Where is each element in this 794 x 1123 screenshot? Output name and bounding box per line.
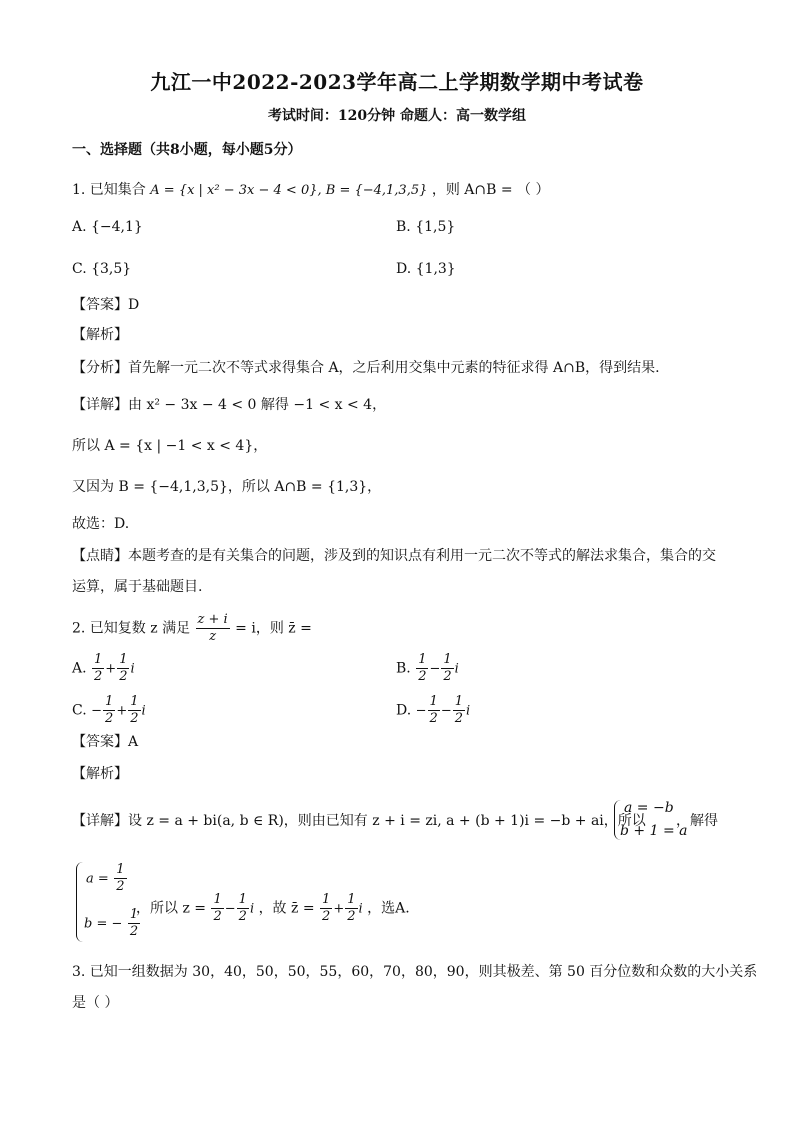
q2-system2-a-label: a = — [86, 871, 109, 887]
q2-jiede: ，解得 — [676, 813, 718, 829]
q2-fraction-numerator: z + i — [197, 612, 228, 627]
q1-dianjing-line1: 【点睛】本题考查的是有关集合的问题，涉及到的知识点有利用一元二次不等式的解法求集合，集合的交 — [72, 548, 716, 564]
q2-xiangjie: 【详解】设 z = a + bi(a, b ∈ R)，则由已知有 z + i = zi, a + (b + 1)i = −b + ai，所以 — [72, 813, 646, 829]
q2-option-b: B. $\frac{1}{2}$ − $\frac{1}{2}$ i — [396, 652, 459, 684]
q1-option-a: A. {−4,1} — [72, 219, 143, 235]
q2-stem-fraction — [196, 612, 230, 645]
q2-system1-line2: b + 1 = a — [620, 823, 688, 839]
q1-stem-suffix: ，则 A∩B = （ ） — [431, 182, 550, 198]
q2-analysis-label: 【解析】 — [72, 766, 128, 782]
q2-option-a-label: A. — [72, 660, 87, 677]
q2-conclusion: ，所以 z = $\frac{1}{2}$ − $\frac{1}{2}$ i ，故 z̄ = $\frac{1}{2}$ + $\frac{1}{2}$ i ，选A. — [136, 892, 410, 924]
q1-step2: 所以 A = {x | −1 < x < 4}， — [72, 438, 268, 454]
q2-option-d-label: D. — [396, 702, 412, 719]
q3-stem-line2: 是（ ） — [72, 995, 119, 1011]
q1-analysis-label: 【解析】 — [72, 327, 128, 343]
q1-option-b: B. {1,5} — [396, 219, 456, 235]
q2-option-a: A. $\frac{1}{2}$ + $\frac{1}{2}$ i — [72, 652, 135, 684]
q1-dianjing-line2: 运算，属于基础题目. — [72, 579, 203, 595]
q2-option-b-label: B. — [396, 660, 411, 677]
exam-title: 九江一中2022-2023学年高二上学期数学期中考试卷 — [150, 70, 644, 94]
exam-subtitle: 考试时间：120分钟 命题人：高一数学组 — [267, 108, 527, 124]
q2-system2-b: b = − $\frac{1}{2}$ — [84, 907, 139, 939]
q1-step4: 故选：D. — [72, 516, 130, 532]
q2-system2-brace — [76, 862, 83, 942]
q2-fraction-denominator: z — [209, 629, 217, 644]
q2-stem-prefix: 2. 已知复数 z 满足 — [72, 620, 191, 637]
q2-option-d: D. − $\frac{1}{2}$ − $\frac{1}{2}$ i — [396, 694, 471, 726]
q2-conclusion-zbar: ，故 z̄ = — [258, 900, 315, 917]
q1-option-d: D. {1,3} — [396, 261, 456, 277]
q2-stem-suffix: = i，则 z̄ = — [235, 620, 312, 637]
q2-system2-b-label: b = − — [84, 916, 123, 932]
q1-fenxi: 【分析】首先解一元二次不等式求得集合 A，之后利用交集中元素的特征求得 A∩B，得到结果. — [72, 360, 660, 376]
q2-option-c-label: C. — [72, 702, 87, 719]
q1-xiangjie: 【详解】由 x² − 3x − 4 < 0 解得 −1 < x < 4， — [72, 397, 387, 413]
q3-stem-line1: 3. 已知一组数据为 30，40，50，50，55，60，70，80，90，则其极差、第 50 百分位数和众数的大小关系 — [72, 964, 758, 980]
q1-option-c: C. {3,5} — [72, 261, 132, 277]
q1-stem-prefix: 1. 已知集合 — [72, 182, 146, 198]
q1-stem — [72, 180, 550, 201]
section-heading: 一、选择题（共8小题，每小题5分） — [72, 142, 302, 158]
q2-conclusion-z: ，所以 z = — [136, 900, 207, 917]
q1-stem-math: A = {x | x² − 3x − 4 < 0}, B = {−4,1,3,5} — [150, 183, 428, 198]
q1-step3: 又因为 B = {−4,1,3,5}，所以 A∩B = {1,3}， — [72, 479, 382, 495]
q2-conclusion-end: ，选A. — [367, 900, 410, 917]
q2-answer: 【答案】A — [72, 734, 139, 750]
q2-system2-a: a = $\frac{1}{2}$ — [86, 862, 125, 894]
q2-system1-line1: a = −b — [624, 800, 674, 816]
q1-answer: 【答案】D — [72, 297, 140, 313]
q2-stem — [72, 612, 312, 645]
q2-option-c: C. − $\frac{1}{2}$ + $\frac{1}{2}$ i — [72, 694, 146, 726]
